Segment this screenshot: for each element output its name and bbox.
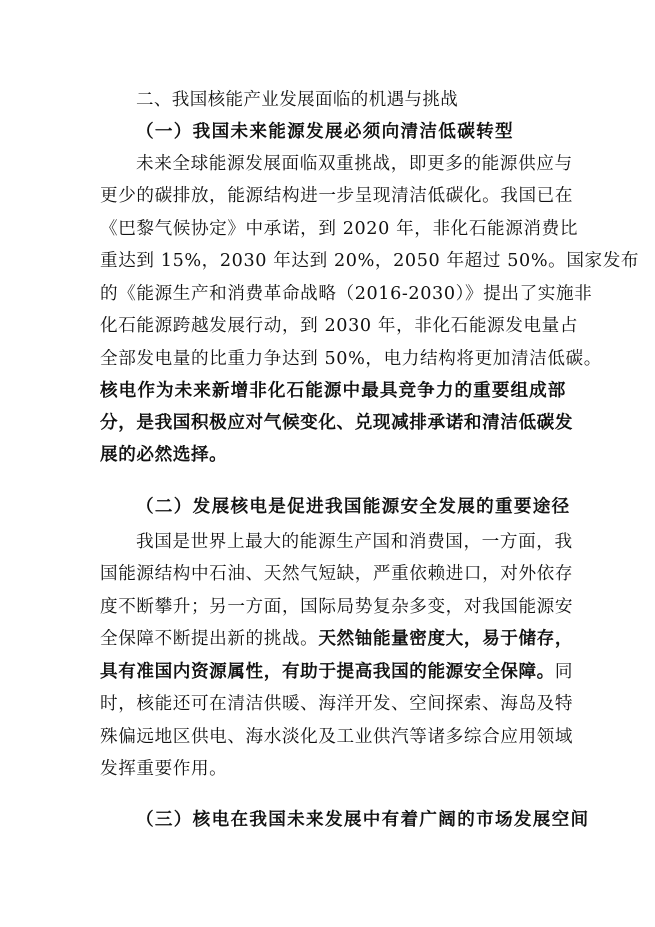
subsection-heading-1: （一）我国未来能源发展必须向清洁低碳转型: [136, 121, 514, 142]
paragraph-line: 度不断攀升；另一方面，国际局势复杂多变，对我国能源安: [100, 597, 574, 617]
paragraph-line: 的《能源生产和消费革命战略（2016-2030）》提出了实施非: [100, 284, 593, 304]
bold-paragraph-line: 分，是我国积极应对气候变化、兑现减排承诺和清洁低碳发: [100, 412, 574, 433]
paragraph-line: 重达到 15%，2030 年达到 20%，2050 年超过 50%。国家发布: [100, 251, 640, 271]
paragraph-text: 全保障不断提出新的挑战。: [100, 629, 319, 649]
paragraph-line: 殊偏远地区供电、海水淡化及工业供汽等诸多综合应用领域: [100, 727, 574, 747]
bold-paragraph-line: 展的必然选择。: [100, 444, 228, 465]
paragraph-line: 《巴黎气候协定》中承诺，到 2020 年，非化石能源消费比: [100, 219, 579, 239]
paragraph-line: 国能源结构中石油、天然气短缺，严重依赖进口，对外依存: [100, 564, 574, 584]
paragraph-line: 时，核能还可在清洁供暖、海洋开发、空间探索、海岛及特: [100, 694, 574, 714]
paragraph-line: 全部发电量的比重力争达到 50%，电力结构将更加清洁低碳。: [100, 349, 602, 369]
subsection-heading-2: （二）发展核电是促进我国能源安全发展的重要途径: [136, 496, 571, 517]
mixed-paragraph-line: [100, 626, 574, 652]
paragraph-line: 化石能源跨越发展行动，到 2030 年，非化石能源发电量占: [100, 316, 579, 336]
bold-text: 天然铀能量密度大，易于储存，: [318, 628, 574, 649]
subsection-heading-3: （三）核电在我国未来发展中有着广阔的市场发展空间: [136, 809, 590, 830]
bold-paragraph-line: 核电作为未来新增非化石能源中最具竞争力的重要组成部: [100, 380, 566, 401]
paragraph-text: 同: [554, 662, 574, 682]
paragraph-line: 未来全球能源发展面临双重挑战，即更多的能源供应与: [136, 154, 573, 174]
paragraph-line: 更少的碳排放，能源结构进一步呈现清洁低碳化。我国已在: [100, 186, 574, 206]
paragraph-line: 发挥重要作用。: [100, 759, 228, 779]
bold-text: 具有准国内资源属性，有助于提高我国的能源安全保障。: [100, 661, 555, 682]
mixed-paragraph-line: [100, 659, 574, 685]
paragraph-line: 我国是世界上最大的能源生产国和消费国，一方面，我: [136, 532, 573, 552]
section-heading: 二、我国核能产业发展面临的机遇与挑战: [136, 90, 459, 110]
